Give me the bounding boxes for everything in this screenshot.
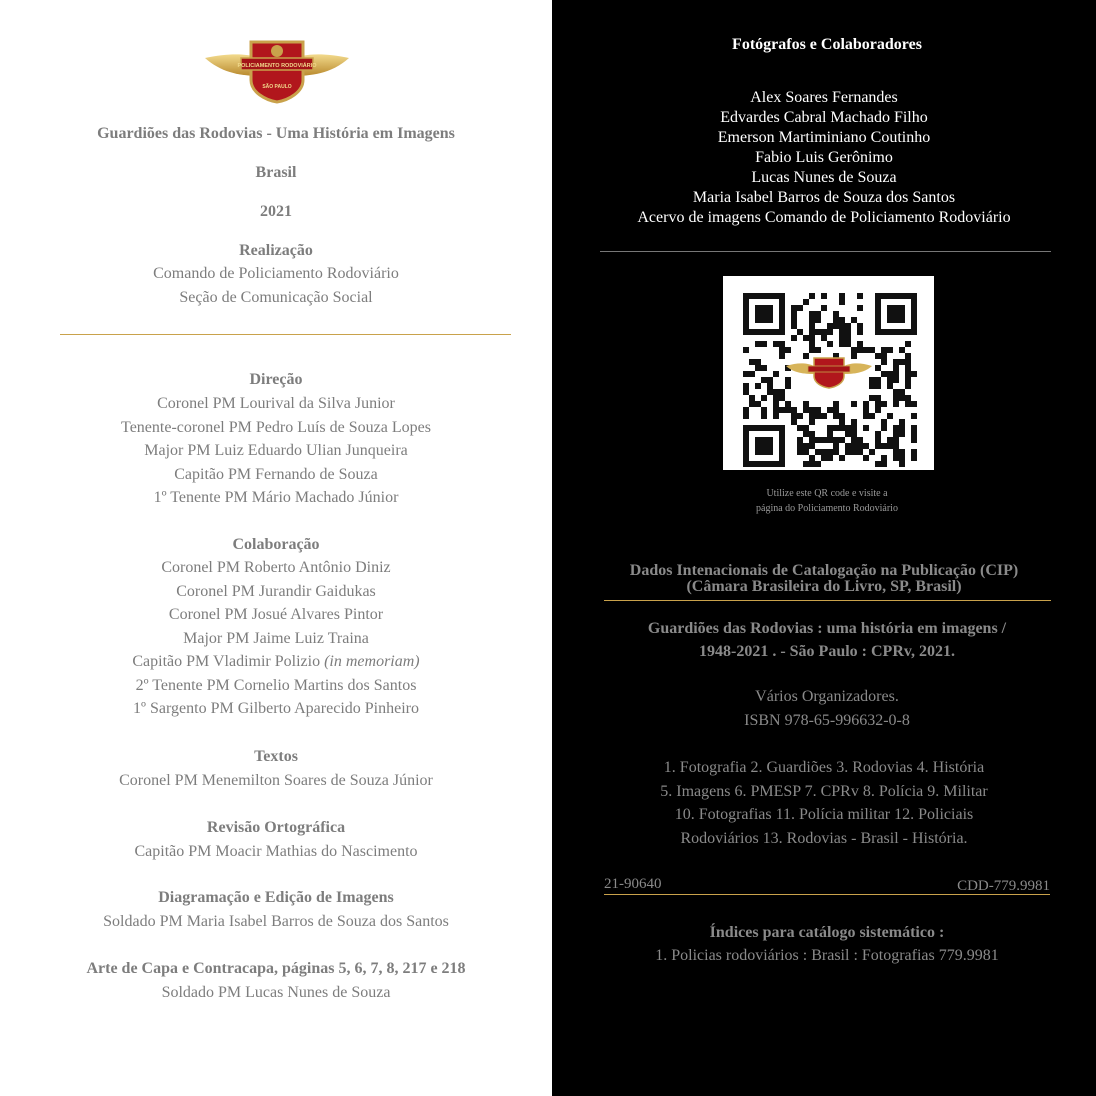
qr-code-icon [723, 276, 934, 470]
arte-line: Soldado PM Lucas Nunes de Souza [161, 984, 391, 1001]
cip-subject-line: 10. Fotografias 11. Polícia militar 12. Policiais [674, 806, 974, 823]
diagramacao-heading: Diagramação e Edição de Imagens [158, 889, 394, 906]
photographers-list [582, 88, 1066, 228]
divider [604, 894, 1050, 895]
divider [604, 600, 1051, 601]
diagramacao-line: Soldado PM Maria Isabel Barros de Souza dos Santos [103, 913, 449, 930]
colaboracao-line: Coronel PM Jurandir Gaidukas [176, 582, 376, 600]
cip-organizers: Vários Organizadores. [755, 688, 899, 705]
cip-title [602, 617, 1052, 663]
cip-organizers-block [602, 685, 1052, 732]
cip-heading-line: Dados Intenacionais de Catalogação na Publicação (CIP) [629, 562, 1019, 579]
revisao-line: Capitão PM Moacir Mathias do Nascimento [134, 843, 418, 860]
photographer: Edvardes Cabral Machado Filho [720, 109, 928, 126]
realizacao-heading: Realização [239, 242, 313, 259]
revisao-heading: Revisão Ortográfica [206, 819, 346, 836]
cip-index-heading: Índices para catálogo sistemático : [709, 924, 945, 941]
arte-heading: Arte de Capa e Contracapa, páginas 5, 6, 7, 8, 217 e 218 [86, 960, 466, 977]
cip-subject-line: 1. Fotografia 2. Guardiões 3. Rodovias 4. História [663, 759, 985, 776]
cip-title-line: Guardiões das Rodovias : uma história em imagens / [647, 620, 1007, 637]
colaboracao-list [0, 556, 552, 721]
cip-heading-line: (Câmara Brasileira do Livro, SP, Brasil) [686, 578, 962, 595]
cip-isbn: ISBN 978-65-996632-0-8 [744, 711, 910, 729]
photographer: Emerson Martiminiano Coutinho [717, 129, 931, 146]
cip-index-line: 1. Policias rodoviários : Brasil : Fotografias 779.9981 [655, 947, 999, 964]
divider [60, 334, 511, 335]
qr-caption-line: Utilize este QR code e visite a [766, 488, 888, 499]
cip-subject-line: 5. Imagens 6. PMESP 7. CPRv 8. Polícia 9. Militar [660, 782, 988, 800]
country: Brasil [255, 164, 297, 181]
svg-text:SÃO PAULO: SÃO PAULO [262, 84, 292, 90]
photographer: Lucas Nunes de Souza [751, 169, 897, 186]
year: 2021 [260, 203, 292, 220]
cip-title-line: 1948-2021 . - São Paulo : CPRv, 2021. [699, 643, 955, 660]
colaboracao-line: 2º Tenente PM Cornelio Martins dos Santos [135, 676, 417, 694]
photographer: Alex Soares Fernandes [750, 89, 898, 106]
memoriam-name: Capitão PM Vladimir Polizio [132, 653, 321, 670]
qr-code[interactable] [723, 276, 934, 470]
textos-line: Coronel PM Menemilton Soares de Souza Júnior [119, 772, 433, 789]
photographer: Fabio Luis Gerônimo [755, 149, 893, 166]
realizacao-line: Comando de Policiamento Rodoviário [153, 265, 399, 282]
cip-code-left: 21-90640 [604, 876, 662, 892]
cip-subject-line: Rodoviários 13. Rodovias - Brasil - História. [680, 829, 968, 847]
direcao-line: Tenente-coronel PM Pedro Luís de Souza Lopes [121, 418, 431, 436]
textos-heading: Textos [254, 748, 298, 765]
book-title: Guardiões das Rodovias - Uma História em Imagens [97, 125, 455, 142]
direcao-heading: Direção [249, 371, 303, 388]
right-page [552, 0, 1096, 1096]
cip-code-right: CDD-779.9981 [957, 878, 1050, 894]
direcao-line: Capitão PM Fernando de Souza [174, 465, 378, 483]
direcao-list [0, 392, 552, 510]
direcao-line: 1º Tenente PM Mário Machado Júnior [153, 489, 399, 506]
colaboracao-line: 1º Sargento PM Gilberto Aparecido Pinheiro [133, 700, 419, 717]
photographers-heading: Fotógrafos e Colaboradores [732, 36, 922, 53]
realizacao-line: Seção de Comunicação Social [179, 288, 373, 306]
policiamento-rodoviario-badge-icon [203, 36, 351, 104]
colaboracao-line: Major PM Jaime Luiz Traina [183, 629, 369, 647]
colaboracao-memoriam-line [0, 650, 552, 674]
cip-heading [582, 563, 1066, 595]
divider [600, 251, 1051, 252]
direcao-line: Coronel PM Lourival da Silva Junior [157, 395, 395, 412]
memoriam-note: (in memoriam) [324, 653, 420, 670]
direcao-line: Major PM Luiz Eduardo Ulian Junqueira [144, 442, 408, 459]
realizacao-list [0, 262, 552, 309]
photographer: Acervo de imagens Comando de Policiamento Rodoviário [637, 209, 1011, 226]
svg-text:POLICIAMENTO RODOVIÁRIO: POLICIAMENTO RODOVIÁRIO [237, 63, 317, 69]
police-badge-logo [203, 36, 351, 104]
qr-caption [602, 486, 1052, 516]
colaboracao-heading: Colaboração [232, 536, 320, 553]
colaboracao-line: Coronel PM Josué Alvares Pintor [168, 606, 384, 623]
colaboracao-line: Coronel PM Roberto Antônio Diniz [161, 559, 391, 576]
qr-caption-line: página do Policiamento Rodoviário [756, 503, 898, 514]
photographer: Maria Isabel Barros de Souza dos Santos [692, 189, 956, 206]
cip-subjects [582, 756, 1066, 850]
